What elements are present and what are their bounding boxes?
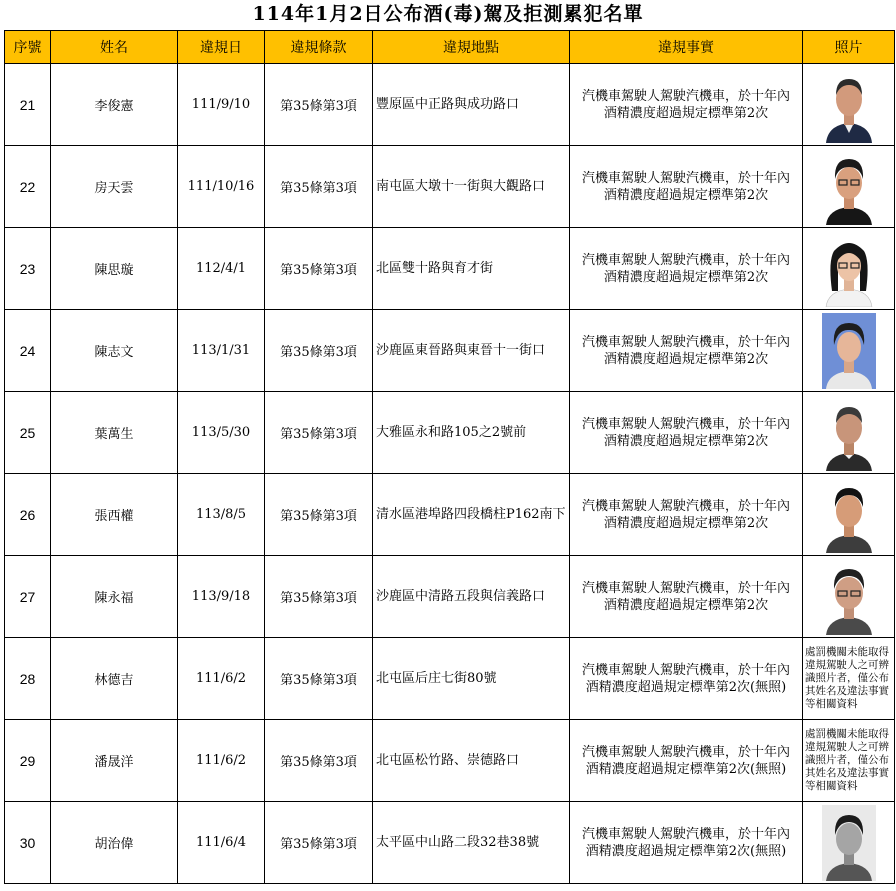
fact-line-2: 酒精濃度超過規定標準第2次	[603, 433, 769, 449]
row-photo-cell	[803, 228, 895, 310]
header-photo: 照片	[803, 31, 895, 64]
row-fact	[570, 228, 803, 310]
row-fact	[570, 392, 803, 474]
row-location: 太平區中山路二段32巷38號	[373, 802, 570, 884]
row-article: 第35條第3項	[265, 556, 373, 638]
row-photo-cell	[803, 802, 895, 884]
row-date: 111/6/2	[178, 720, 265, 802]
row-seq: 27	[5, 556, 51, 638]
fact-line-2: 酒精濃度超過規定標準第2次	[603, 105, 769, 121]
row-photo-cell	[803, 146, 895, 228]
table-row	[5, 64, 895, 146]
row-fact	[570, 64, 803, 146]
row-seq: 25	[5, 392, 51, 474]
mugshot-photo	[822, 149, 876, 225]
row-seq: 28	[5, 638, 51, 720]
fact-line-2: 酒精濃度超過規定標準第2次	[603, 351, 769, 367]
fact-line-1: 汽機車駕駛人駕駛汽機車，於十年內	[581, 498, 790, 514]
row-photo-cell	[803, 556, 895, 638]
row-article: 第35條第3項	[265, 146, 373, 228]
row-location: 北屯區后庄七街80號	[373, 638, 570, 720]
row-date: 111/10/16	[178, 146, 265, 228]
row-location: 清水區港埠路四段橋柱P162南下	[373, 474, 570, 556]
row-article: 第35條第3項	[265, 638, 373, 720]
row-name: 胡治偉	[51, 802, 178, 884]
offender-table	[4, 30, 895, 884]
fact-line-1: 汽機車駕駛人駕駛汽機車，於十年內	[581, 88, 790, 104]
row-fact	[570, 720, 803, 802]
row-name: 陳思璇	[51, 228, 178, 310]
mugshot-photo	[822, 477, 876, 553]
row-name: 張西權	[51, 474, 178, 556]
fact-line-1: 汽機車駕駛人駕駛汽機車，於十年內	[581, 334, 790, 350]
fact-line-1: 汽機車駕駛人駕駛汽機車，於十年內	[581, 826, 790, 842]
mugshot-photo	[822, 67, 876, 143]
row-article: 第35條第3項	[265, 802, 373, 884]
row-seq: 22	[5, 146, 51, 228]
row-seq: 21	[5, 64, 51, 146]
mugshot-photo	[822, 805, 876, 881]
row-seq: 30	[5, 802, 51, 884]
row-date: 111/9/10	[178, 64, 265, 146]
row-name: 陳永福	[51, 556, 178, 638]
fact-line-2: 酒精濃度超過規定標準第2次(無照)	[585, 843, 787, 859]
row-fact	[570, 146, 803, 228]
row-date: 111/6/4	[178, 802, 265, 884]
row-location: 豐原區中正路與成功路口	[373, 64, 570, 146]
mugshot-photo	[822, 231, 876, 307]
row-seq: 26	[5, 474, 51, 556]
no-photo-note: 處罰機關未能取得違規駕駛人之可辨識照片者，僅公布 其姓名及違法事實等相關資料	[803, 638, 895, 720]
row-name: 葉萬生	[51, 392, 178, 474]
row-location: 北屯區松竹路、崇德路口	[373, 720, 570, 802]
row-location: 沙鹿區中清路五段與信義路口	[373, 556, 570, 638]
mugshot-photo	[822, 559, 876, 635]
table-row	[5, 392, 895, 474]
row-location: 南屯區大墩十一街與大觀路口	[373, 146, 570, 228]
header-article: 違規條款	[265, 31, 373, 64]
fact-line-2: 酒精濃度超過規定標準第2次	[603, 187, 769, 203]
row-date: 113/9/18	[178, 556, 265, 638]
row-article: 第35條第3項	[265, 310, 373, 392]
table-row	[5, 228, 895, 310]
fact-line-2: 酒精濃度超過規定標準第2次	[603, 597, 769, 613]
row-seq: 23	[5, 228, 51, 310]
row-date: 112/4/1	[178, 228, 265, 310]
row-name: 林德吉	[51, 638, 178, 720]
row-article: 第35條第3項	[265, 228, 373, 310]
row-name: 房天雲	[51, 146, 178, 228]
header-fact: 違規事實	[570, 31, 803, 64]
fact-line-1: 汽機車駕駛人駕駛汽機車，於十年內	[581, 580, 790, 596]
mugshot-photo	[822, 313, 876, 389]
row-photo-cell	[803, 474, 895, 556]
fact-line-1: 汽機車駕駛人駕駛汽機車，於十年內	[581, 744, 790, 760]
header-date: 違規日	[178, 31, 265, 64]
table-row	[5, 146, 895, 228]
row-fact	[570, 474, 803, 556]
row-name: 李俊憲	[51, 64, 178, 146]
row-article: 第35條第3項	[265, 720, 373, 802]
fact-line-1: 汽機車駕駛人駕駛汽機車，於十年內	[581, 170, 790, 186]
table-row	[5, 556, 895, 638]
row-article: 第35條第3項	[265, 474, 373, 556]
row-date: 111/6/2	[178, 638, 265, 720]
row-seq: 24	[5, 310, 51, 392]
table-header-row	[5, 31, 895, 64]
row-name: 陳志文	[51, 310, 178, 392]
row-fact	[570, 802, 803, 884]
row-article: 第35條第3項	[265, 392, 373, 474]
row-fact	[570, 556, 803, 638]
table-row	[5, 310, 895, 392]
mugshot-photo	[822, 395, 876, 471]
row-photo-cell	[803, 392, 895, 474]
row-location: 沙鹿區東晉路與東晉十一街口	[373, 310, 570, 392]
header-name: 姓名	[51, 31, 178, 64]
row-article: 第35條第3項	[265, 64, 373, 146]
fact-line-1: 汽機車駕駛人駕駛汽機車，於十年內	[581, 416, 790, 432]
table-row	[5, 720, 895, 802]
row-photo-cell	[803, 310, 895, 392]
header-location: 違規地點	[373, 31, 570, 64]
row-fact	[570, 310, 803, 392]
row-seq: 29	[5, 720, 51, 802]
fact-line-2: 酒精濃度超過規定標準第2次	[603, 269, 769, 285]
row-fact	[570, 638, 803, 720]
row-date: 113/1/31	[178, 310, 265, 392]
fact-line-1: 汽機車駕駛人駕駛汽機車，於十年內	[581, 662, 790, 678]
no-photo-note: 處罰機關未能取得違規駕駛人之可辨識照片者，僅公布 其姓名及違法事實等相關資料	[803, 720, 895, 802]
row-location: 大雅區永和路105之2號前	[373, 392, 570, 474]
table-row	[5, 802, 895, 884]
fact-line-2: 酒精濃度超過規定標準第2次(無照)	[585, 761, 787, 777]
fact-line-2: 酒精濃度超過規定標準第2次	[603, 515, 769, 531]
fact-line-2: 酒精濃度超過規定標準第2次(無照)	[585, 679, 787, 695]
table-row	[5, 474, 895, 556]
row-date: 113/8/5	[178, 474, 265, 556]
row-name: 潘晟洋	[51, 720, 178, 802]
row-photo-cell	[803, 64, 895, 146]
fact-line-1: 汽機車駕駛人駕駛汽機車，於十年內	[581, 252, 790, 268]
row-date: 113/5/30	[178, 392, 265, 474]
table-row	[5, 638, 895, 720]
page-title: 114年1月2日公布酒(毒)駕及拒測累犯名單	[252, 3, 644, 25]
row-location: 北區雙十路與育才街	[373, 228, 570, 310]
header-seq: 序號	[5, 31, 51, 64]
